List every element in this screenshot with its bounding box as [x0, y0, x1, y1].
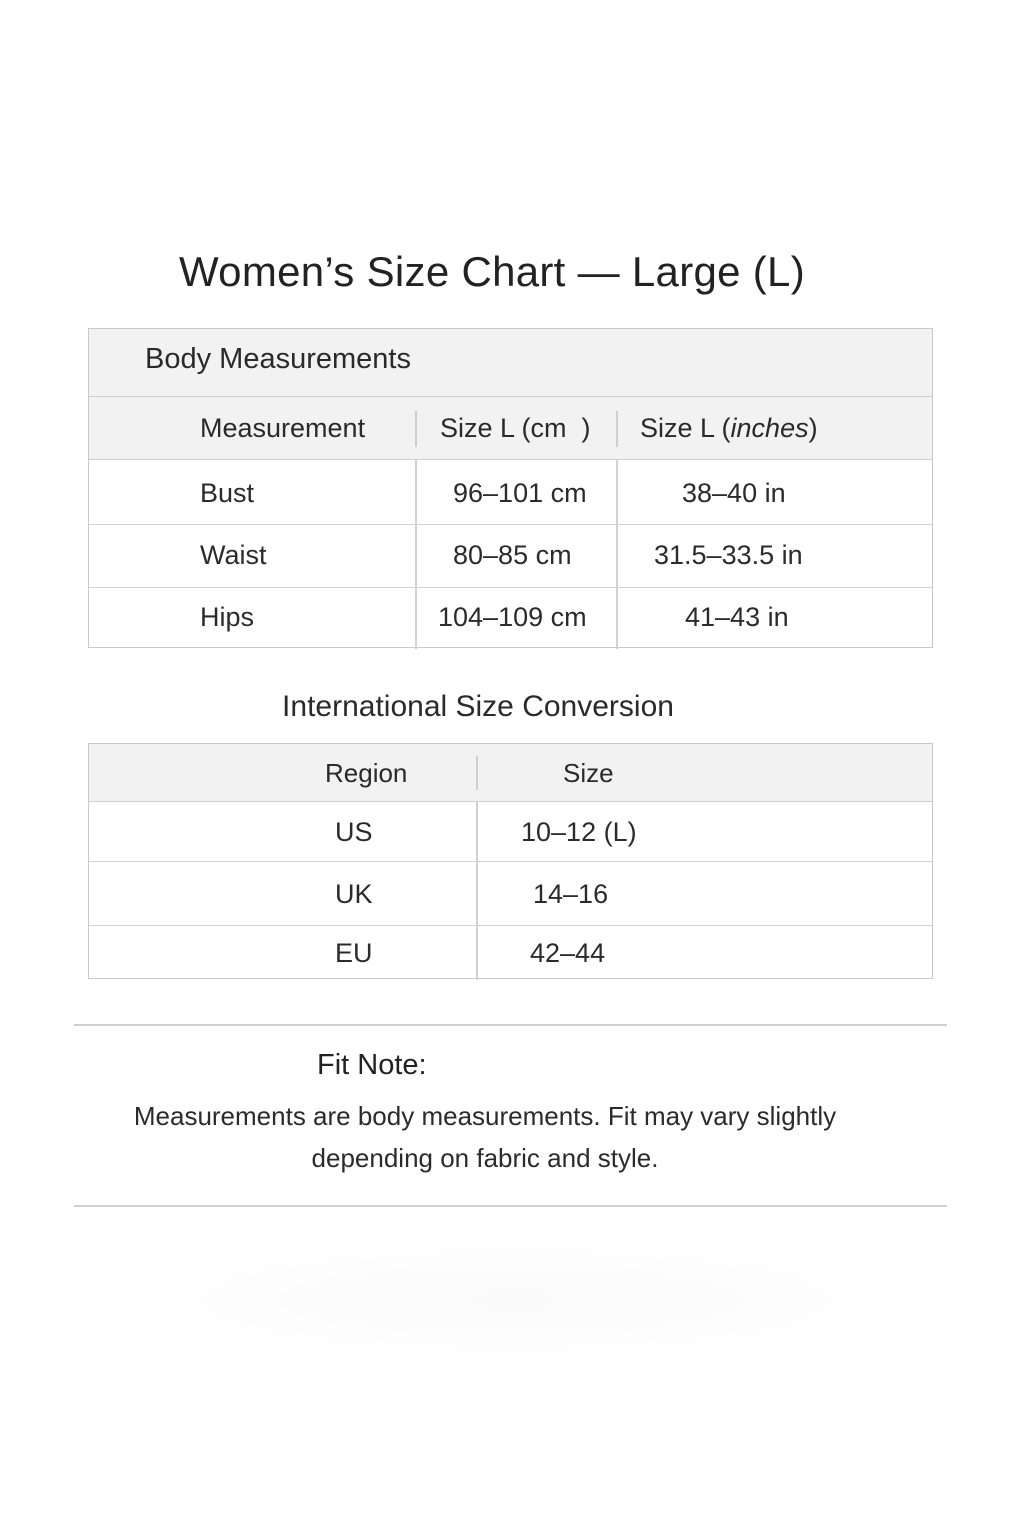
divider-bottom	[74, 1205, 947, 1207]
conversion-header-row	[89, 744, 932, 802]
conversion-title: International Size Conversion	[282, 690, 674, 723]
cell-region: US	[335, 817, 373, 847]
cell-cm: 80–85 cm	[453, 540, 572, 570]
body-measurements-table	[88, 328, 933, 648]
body-measurements-caption-text: Body Measurements	[145, 343, 411, 375]
table-row	[89, 525, 932, 588]
cell-size: 42–44	[530, 938, 606, 968]
table-row	[89, 926, 932, 979]
cell-size: 10–12 (L)	[521, 817, 637, 847]
conversion-table	[88, 743, 933, 979]
header-divider	[476, 756, 478, 790]
fit-note-text	[100, 1095, 870, 1179]
cell-measurement: Hips	[200, 602, 255, 632]
table-row	[89, 862, 932, 926]
cell-measurement: Waist	[200, 540, 267, 570]
table-row	[89, 460, 932, 525]
page-title: Women’s Size Chart — Large (L)	[178, 248, 806, 295]
header-divider	[616, 411, 618, 447]
table-row	[89, 802, 932, 862]
cell-cm: 96–101 cm	[453, 478, 587, 508]
fit-note-line-2: depending on fabric and style.	[311, 1143, 659, 1173]
cell-region: EU	[335, 938, 373, 968]
cell-measurement: Bust	[200, 478, 255, 508]
cell-inches: 31.5–33.5 in	[654, 540, 803, 570]
fit-note-label: Fit Note:	[317, 1049, 427, 1081]
background-shadow	[40, 1230, 990, 1370]
header-measurement: Measurement	[200, 413, 366, 443]
cell-region: UK	[335, 879, 373, 909]
cell-size: 14–16	[533, 879, 609, 909]
cell-inches: 38–40 in	[682, 478, 786, 508]
cell-inches: 41–43 in	[685, 602, 789, 632]
divider-top	[74, 1024, 947, 1026]
cell-cm: 104–109 cm	[438, 602, 587, 632]
header-region: Region	[325, 758, 408, 788]
table-row	[89, 588, 932, 648]
body-measurements-caption	[89, 329, 932, 397]
header-divider	[415, 411, 417, 447]
body-measurements-header-row	[89, 397, 932, 460]
header-size-inches: Size L (inches)	[640, 413, 818, 443]
header-size: Size	[563, 758, 614, 788]
fit-note-line-1: Measurements are body measurements. Fit may vary slightly	[133, 1101, 837, 1131]
header-size-cm: Size L (cm )	[440, 413, 591, 443]
